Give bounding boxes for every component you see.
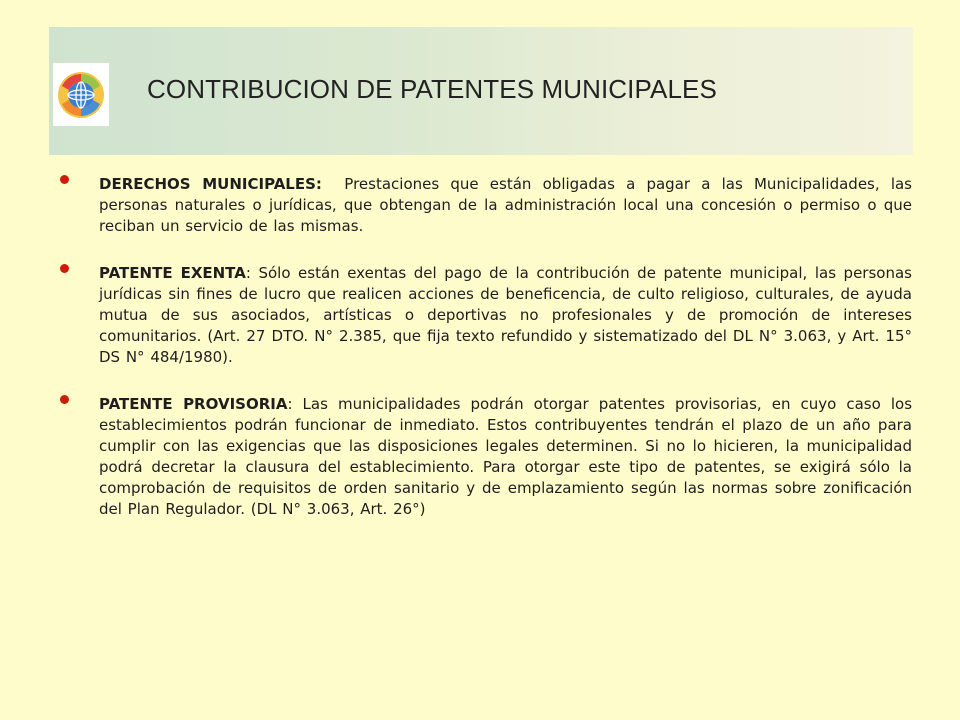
bullet-text: Prestaciones que están obligadas a pagar a las Municipalidades, las personas naturales o jurídicas, que obtengan de la administración local una concesión o permiso o que reciban un servicio de las mismas. xyxy=(99,175,918,235)
bullet-term: DERECHOS MUNICIPALES: xyxy=(99,175,322,193)
bullet-patente-exenta xyxy=(60,263,912,368)
bullet-list xyxy=(60,174,918,546)
bullet-dot-icon xyxy=(60,264,69,273)
bullet-derechos-municipales xyxy=(60,174,918,237)
bullet-term: PATENTE PROVISORIA xyxy=(99,395,288,413)
globe-hands-icon xyxy=(53,63,109,126)
logo-graphic xyxy=(56,70,106,120)
bullet-dot-icon xyxy=(60,395,69,404)
bullet-dot-icon xyxy=(60,175,69,184)
slide-title: CONTRIBUCION DE PATENTES MUNICIPALES xyxy=(147,74,717,104)
bullet-text: : Sólo están exentas del pago de la contribución de patente municipal, las personas jurídicas sin fines de lucro que realicen acciones de beneficencia, de culto religioso, culturales, de ayuda mutua de sus asociados, artísticas o deportivas no profesionales y de promoción de intereses comunitarios. (Art. 27 DTO. N° 2.385, que fija texto refundido y sistematizado del DL N° 3.063, y Art. 15° DS N° 484/1980). xyxy=(99,264,912,366)
bullet-term: PATENTE EXENTA xyxy=(99,264,246,282)
bullet-patente-provisoria xyxy=(60,394,912,520)
bullet-text: : Las municipalidades podrán otorgar patentes provisorias, en cuyo caso los establecimientos podrán funcionar de inmediato. Estos contribuyentes tendrán el plazo de un año para cumplir con las exigencias que las disposiciones legales determinen. Si no lo hicieren, la municipalidad podrá decretar la clausura del establecimiento. Para otorgar este tipo de patentes, se exigirá sólo la comprobación de requisitos de orden sanitario y de emplazamiento según las normas sobre zonificación del Plan Regulador. (DL N° 3.063, Art. 26°) xyxy=(99,395,913,518)
